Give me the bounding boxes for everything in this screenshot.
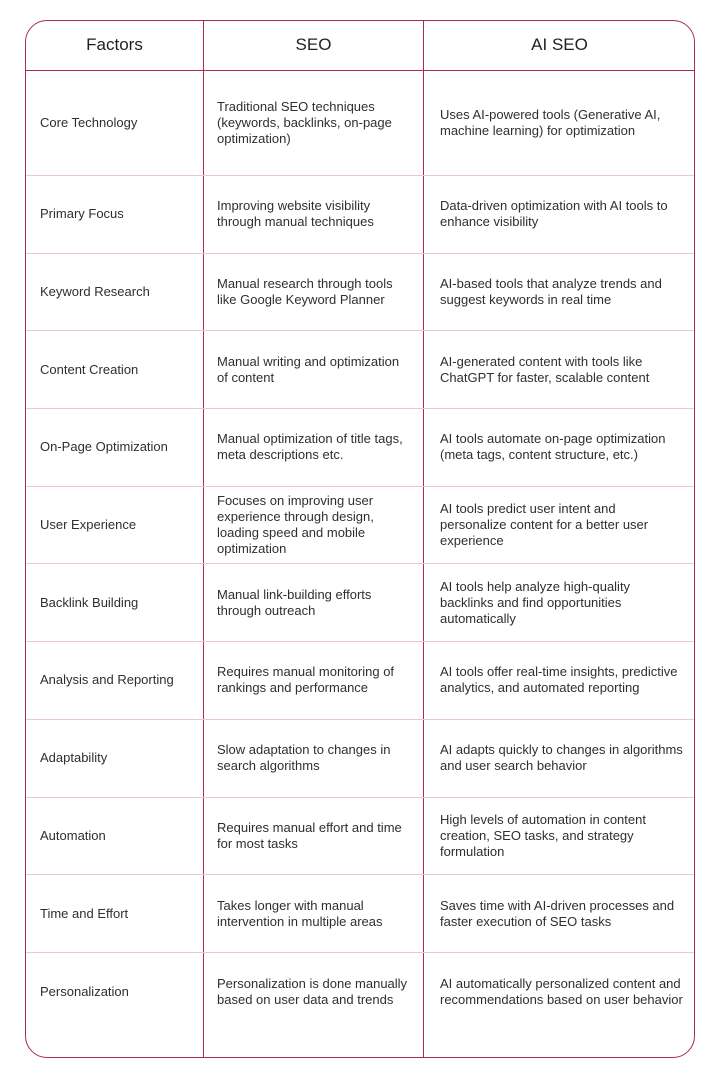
table-body — [26, 71, 694, 1031]
factor-cell: On-Page Optimization — [40, 439, 168, 455]
seo-cell: Manual writing and optimization of content — [217, 353, 400, 385]
factor-cell: Backlink Building — [40, 594, 139, 610]
seo-cell: Requires manual effort and time for most tasks — [217, 819, 402, 851]
ai-seo-cell: Saves time with AI-driven processes and faster execution of SEO tasks — [440, 897, 675, 929]
comparison-table — [25, 20, 695, 1058]
factor-cell: Primary Focus — [40, 206, 124, 222]
table-row — [26, 953, 694, 1031]
table-row — [26, 720, 694, 798]
ai-seo-cell: AI tools predict user intent and personalize content for a better user experience — [440, 501, 649, 549]
seo-cell: Takes longer with manual intervention in multiple areas — [217, 897, 383, 929]
ai-seo-cell: AI tools automate on-page optimization (meta tags, content structure, etc.) — [440, 431, 666, 463]
seo-cell: Requires manual monitoring of rankings and performance — [217, 664, 395, 696]
ai-seo-cell: Data-driven optimization with AI tools to enhance visibility — [440, 198, 668, 230]
table-row — [26, 254, 694, 332]
table-header — [26, 21, 694, 71]
header-seo: SEO — [295, 35, 332, 54]
ai-seo-cell: AI-based tools that analyze trends and suggest keywords in real time — [440, 276, 662, 308]
table-row — [26, 875, 694, 953]
ai-seo-cell: High levels of automation in content creation, SEO tasks, and strategy formulation — [440, 811, 646, 859]
table-row — [26, 331, 694, 409]
table-row — [26, 642, 694, 720]
header-factors: Factors — [86, 35, 143, 54]
seo-cell: Manual link-building efforts through outreach — [217, 586, 372, 618]
seo-cell: Focuses on improving user experience through design, loading speed and mobile optimization — [217, 493, 374, 557]
table-row — [26, 798, 694, 876]
ai-seo-cell: AI tools help analyze high-quality backlinks and find opportunities automatically — [440, 578, 631, 626]
seo-cell: Traditional SEO techniques (keywords, backlinks, on-page optimization) — [217, 99, 392, 146]
factor-cell: Core Technology — [40, 115, 138, 130]
table-row — [26, 71, 694, 176]
table-row — [26, 176, 694, 254]
factor-cell: Time and Effort — [40, 905, 129, 921]
table-row — [26, 564, 694, 642]
seo-cell: Manual optimization of title tags, meta descriptions etc. — [217, 431, 403, 463]
factor-cell: Analysis and Reporting — [40, 672, 174, 688]
factor-cell: User Experience — [40, 517, 137, 533]
seo-cell: Improving website visibility through manual techniques — [217, 198, 374, 230]
ai-seo-cell: Uses AI-powered tools (Generative AI, machine learning) for optimization — [440, 107, 661, 138]
factor-cell: Adaptability — [40, 750, 108, 766]
table-row — [26, 487, 694, 565]
ai-seo-cell: AI automatically personalized content and recommendations based on user behavior — [440, 975, 683, 1007]
factor-cell: Content Creation — [40, 361, 139, 377]
seo-cell: Slow adaptation to changes in search algorithms — [217, 742, 391, 774]
seo-cell: Personalization is done manually based on user data and trends — [217, 975, 408, 1007]
ai-seo-cell: AI adapts quickly to changes in algorithms and user search behavior — [440, 742, 683, 774]
factor-cell: Keyword Research — [40, 284, 150, 300]
ai-seo-cell: AI tools offer real-time insights, predictive analytics, and automated reporting — [440, 664, 678, 696]
factor-cell: Personalization — [40, 983, 129, 999]
factor-cell: Automation — [40, 827, 106, 843]
ai-seo-cell: AI-generated content with tools like ChatGPT for faster, scalable content — [440, 353, 650, 385]
seo-cell: Manual research through tools like Google Keyword Planner — [217, 276, 393, 308]
table-row — [26, 409, 694, 487]
header-ai-seo: AI SEO — [531, 35, 588, 54]
